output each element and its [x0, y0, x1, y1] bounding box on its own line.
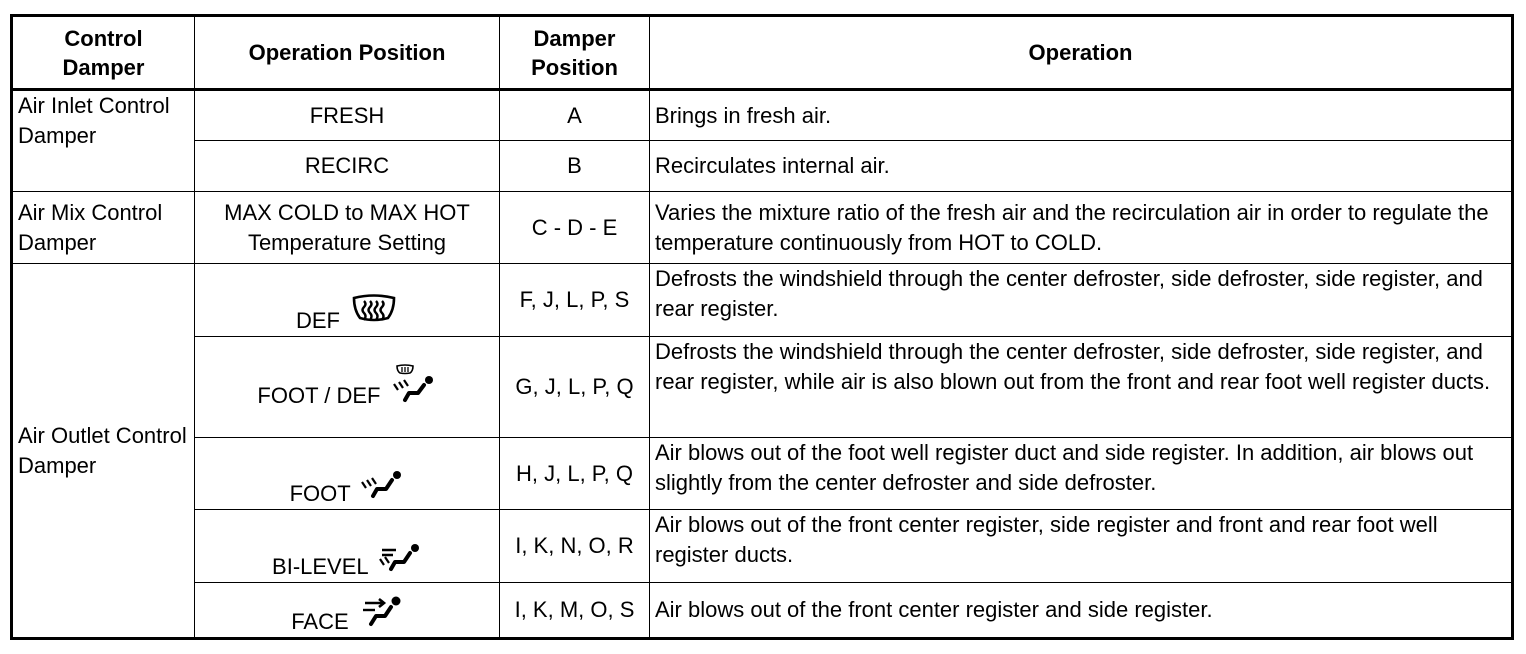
damper-position-cell: H, J, L, P, Q — [500, 438, 650, 510]
operation-position-cell — [195, 510, 500, 583]
header-row — [12, 16, 1513, 90]
operation-position-label: FOOT / DEF — [257, 383, 381, 408]
control-damper-cell: Air Outlet Control Damper — [12, 264, 195, 639]
operation-position-label: FOOT — [289, 481, 351, 506]
control-damper-cell: Air Inlet Control Damper — [12, 90, 195, 192]
operation-cell: Recirculates internal air. — [650, 141, 1513, 192]
table-row — [12, 192, 1513, 264]
defrost-icon — [350, 294, 398, 328]
damper-position-cell: I, K, N, O, R — [500, 510, 650, 583]
table-row — [12, 264, 1513, 337]
operation-position-cell — [195, 438, 500, 510]
operation-cell: Air blows out of the foot well register duct and side register. In addition, air blows out slightly from the center defroster and side defroster. — [650, 438, 1513, 510]
face-icon — [359, 595, 403, 629]
operation-position-label: DEF — [295, 308, 340, 333]
operation-cell: Varies the mixture ratio of the fresh air and the recirculation air in order to regulate the temperature continuously from HOT to COLD. — [650, 192, 1513, 264]
damper-operation-table — [10, 14, 1514, 640]
operation-cell: Defrosts the windshield through the center defroster, side defroster, side register, and rear register. — [650, 264, 1513, 337]
operation-position-cell: MAX COLD to MAX HOT Temperature Setting — [195, 192, 500, 264]
table-row — [12, 337, 1513, 438]
operation-position-cell — [195, 264, 500, 337]
table-row — [12, 141, 1513, 192]
header-damper-position: Damper Position — [500, 16, 650, 90]
operation-cell: Brings in fresh air. — [650, 90, 1513, 141]
operation-cell: Air blows out of the front center register, side register and front and rear foot well register ducts. — [650, 510, 1513, 583]
header-operation: Operation — [650, 16, 1513, 90]
damper-position-cell: I, K, M, O, S — [500, 583, 650, 639]
operation-cell: Air blows out of the front center register and side register. — [650, 583, 1513, 639]
table-row — [12, 438, 1513, 510]
table-row — [12, 510, 1513, 583]
header-operation-position: Operation Position — [195, 16, 500, 90]
operation-position-cell: RECIRC — [195, 141, 500, 192]
table-row — [12, 90, 1513, 141]
table-row — [12, 583, 1513, 639]
damper-position-cell: A — [500, 90, 650, 141]
header-control-damper: Control Damper — [12, 16, 195, 90]
damper-position-cell: B — [500, 141, 650, 192]
operation-position-label: FACE — [291, 609, 349, 634]
operation-position-cell — [195, 583, 500, 639]
operation-position-cell — [195, 337, 500, 438]
operation-position-label: BI-LEVEL — [272, 554, 368, 579]
damper-position-cell: F, J, L, P, S — [500, 264, 650, 337]
operation-position-cell: FRESH — [195, 90, 500, 141]
foot-defrost-icon — [391, 363, 437, 403]
foot-icon — [360, 469, 404, 501]
bi-level-icon — [378, 542, 422, 574]
damper-position-cell: C - D - E — [500, 192, 650, 264]
damper-position-cell: G, J, L, P, Q — [500, 337, 650, 438]
operation-cell: Defrosts the windshield through the center defroster, side defroster, side register, and rear register, while air is also blown out from the front and rear foot well register ducts. — [650, 337, 1513, 438]
control-damper-cell: Air Mix Control Damper — [12, 192, 195, 264]
